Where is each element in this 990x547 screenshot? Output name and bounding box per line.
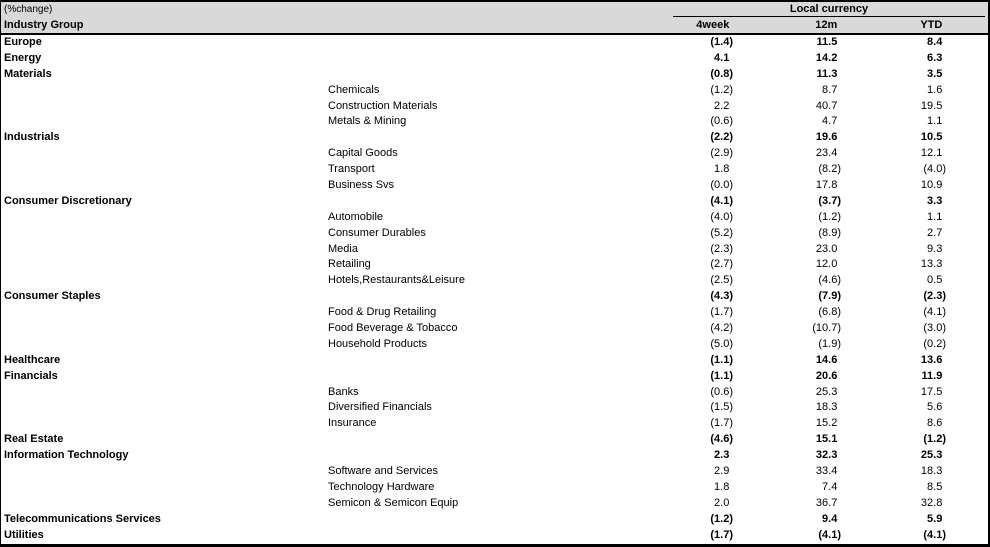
value-cell: 14.6 <box>815 353 838 366</box>
value-cell: 40.7 <box>815 99 838 112</box>
value-cell: 1.1 <box>927 115 943 128</box>
table-row <box>1 385 988 401</box>
table-body <box>1 35 988 544</box>
industry-subgroup-label: Food & Drug Retailing <box>328 306 437 319</box>
value-cell: 13.3 <box>920 258 943 271</box>
table-row <box>1 273 988 289</box>
value-cell: (1.7) <box>710 417 733 430</box>
value-cell: (4.1) <box>818 528 841 541</box>
value-cell: 15.1 <box>815 433 838 446</box>
value-cell: (4.1) <box>710 194 733 207</box>
value-cell: (1.5) <box>710 401 733 414</box>
value-cell: 8.4 <box>927 36 943 48</box>
value-cell: 23.0 <box>815 242 838 255</box>
industry-subgroup-label: Media <box>328 242 358 255</box>
value-cell: 10.5 <box>920 131 943 144</box>
table-header <box>1 2 988 35</box>
value-cell: (1.7) <box>710 306 733 319</box>
value-cell: (2.7) <box>710 258 733 271</box>
table-row <box>1 130 988 146</box>
value-cell: 7.4 <box>822 480 838 493</box>
value-cell: 6.3 <box>927 51 943 64</box>
table-row <box>1 369 988 385</box>
value-cell: 2.9 <box>714 465 730 478</box>
value-cell: 2.7 <box>927 226 943 239</box>
value-cell: 11.9 <box>921 369 943 382</box>
industry-subgroup-label: Banks <box>328 385 359 398</box>
value-cell: (8.2) <box>818 163 841 176</box>
value-cell: (1.2) <box>710 512 733 525</box>
value-cell: (1.2) <box>818 210 841 223</box>
table-row <box>1 448 988 464</box>
industry-subgroup-label: Transport <box>328 163 375 176</box>
value-cell: (2.3) <box>923 290 946 303</box>
value-cell: 15.2 <box>815 417 838 430</box>
industry-subgroup-label: Food Beverage & Tobacco <box>328 322 458 335</box>
value-cell: 18.3 <box>815 401 838 414</box>
value-cell: 33.4 <box>815 465 838 478</box>
table-row <box>1 512 988 528</box>
value-cell: 3.3 <box>927 194 943 207</box>
value-cell: (0.0) <box>710 179 733 192</box>
industry-group-label: Materials <box>4 67 52 80</box>
industry-subgroup-label: Consumer Durables <box>328 226 426 239</box>
percent-change-label: (%change) <box>4 4 53 15</box>
value-cell: 17.5 <box>920 385 943 398</box>
table-row <box>1 480 988 496</box>
table-row <box>1 496 988 512</box>
value-cell: 1.8 <box>714 163 730 176</box>
value-cell: (2.5) <box>710 274 733 287</box>
value-cell: 25.3 <box>920 449 943 462</box>
value-cell: (4.1) <box>923 528 946 541</box>
value-cell: 32.3 <box>815 449 838 462</box>
value-cell: (2.3) <box>710 242 733 255</box>
industry-group-label: Consumer Staples <box>4 290 101 303</box>
value-cell: (0.6) <box>710 385 733 398</box>
value-cell: 36.7 <box>815 496 838 509</box>
local-currency-header: Local currency <box>673 2 985 17</box>
value-cell: (4.6) <box>818 274 841 287</box>
value-cell: (0.8) <box>710 67 733 80</box>
value-cell: 14.2 <box>815 51 838 64</box>
value-cell: 23.4 <box>815 147 838 160</box>
industry-subgroup-label: Hotels,Restaurants&Leisure <box>328 274 465 287</box>
table-row <box>1 35 988 51</box>
value-cell: 19.5 <box>920 99 943 112</box>
table-row <box>1 321 988 337</box>
table-row <box>1 114 988 130</box>
value-cell: (4.3) <box>710 290 733 303</box>
value-cell: (3.7) <box>818 194 841 207</box>
value-cell: 4.1 <box>714 51 730 64</box>
industry-subgroup-label: Metals & Mining <box>328 115 407 128</box>
industry-group-label: Utilities <box>4 528 44 541</box>
value-cell: 10.9 <box>920 179 943 192</box>
table-row <box>1 99 988 115</box>
industry-subgroup-label: Business Svs <box>328 179 395 192</box>
industry-group-label: Information Technology <box>4 449 129 462</box>
industry-group-label: Healthcare <box>4 353 61 366</box>
table-row <box>1 226 988 242</box>
table-row <box>1 289 988 305</box>
value-cell: (1.1) <box>710 353 733 366</box>
table-row <box>1 162 988 178</box>
value-cell: (0.2) <box>923 337 946 350</box>
value-cell: (5.0) <box>710 337 733 350</box>
value-cell: 18.3 <box>920 465 943 478</box>
value-cell: (2.9) <box>710 147 733 160</box>
value-cell: (1.2) <box>923 433 946 446</box>
value-cell: (4.1) <box>923 306 946 319</box>
table-row <box>1 194 988 210</box>
table-row <box>1 178 988 194</box>
industry-subgroup-label: Semicon & Semicon Equip <box>328 496 459 509</box>
industry-group-label: Financials <box>4 369 58 382</box>
table-row <box>1 146 988 162</box>
value-cell: 9.4 <box>822 512 838 525</box>
table-row <box>1 242 988 258</box>
value-cell: 4.7 <box>822 115 838 128</box>
industry-subgroup-label: Insurance <box>328 417 377 430</box>
value-cell: 20.6 <box>815 369 838 382</box>
value-cell: 32.8 <box>920 496 943 509</box>
value-cell: (4.2) <box>710 322 733 335</box>
column-header-4week: 4week <box>696 19 730 31</box>
industry-group-label: Industrials <box>4 131 60 144</box>
value-cell: 1.8 <box>714 480 730 493</box>
value-cell: (4.0) <box>923 163 946 176</box>
value-cell: 8.7 <box>822 83 838 96</box>
industry-subgroup-label: Software and Services <box>328 465 439 478</box>
value-cell: 1.1 <box>927 210 943 223</box>
value-cell: (10.7) <box>812 322 841 335</box>
value-cell: (0.6) <box>710 115 733 128</box>
table-row <box>1 353 988 369</box>
value-cell: (4.0) <box>710 210 733 223</box>
table-row <box>1 528 988 544</box>
table-row <box>1 400 988 416</box>
industry-group-label: Consumer Discretionary <box>4 194 132 207</box>
value-cell: 12.1 <box>920 147 943 160</box>
value-cell: 5.6 <box>927 401 943 414</box>
value-cell: (2.2) <box>710 131 733 144</box>
value-cell: (3.0) <box>923 322 946 335</box>
industry-group-header: Industry Group <box>4 19 84 31</box>
value-cell: 5.9 <box>927 512 943 525</box>
industry-subgroup-label: Technology Hardware <box>328 480 435 493</box>
value-cell: (1.7) <box>710 528 733 541</box>
value-cell: 1.6 <box>927 83 943 96</box>
column-header-ytd: YTD <box>920 19 943 31</box>
value-cell: 2.3 <box>714 449 730 462</box>
industry-subgroup-label: Automobile <box>328 210 384 223</box>
value-cell: 0.5 <box>927 274 943 287</box>
header-spacer <box>1 17 613 33</box>
industry-subgroup-label: Household Products <box>328 337 428 350</box>
table-row <box>1 210 988 226</box>
column-header-12m: 12m <box>815 19 838 31</box>
value-cell: 11.3 <box>816 67 838 80</box>
value-cell: 8.6 <box>927 417 943 430</box>
industry-group-label: Real Estate <box>4 433 64 446</box>
value-cell: (8.9) <box>818 226 841 239</box>
value-cell: 3.5 <box>927 67 943 80</box>
table-row <box>1 67 988 83</box>
table-row <box>1 83 988 99</box>
table-row <box>1 464 988 480</box>
table-row <box>1 416 988 432</box>
value-cell: 9.3 <box>927 242 943 255</box>
industry-subgroup-label: Diversified Financials <box>328 401 432 414</box>
period-column-headers <box>1 17 988 33</box>
industry-subgroup-label: Chemicals <box>328 83 380 96</box>
value-cell: (1.1) <box>710 369 733 382</box>
value-cell: (6.8) <box>818 306 841 319</box>
table-row <box>1 305 988 321</box>
industry-subgroup-label: Construction Materials <box>328 99 438 112</box>
industry-group-label: Energy <box>4 51 42 64</box>
value-cell: (1.9) <box>818 337 841 350</box>
value-cell: 11.5 <box>816 36 838 48</box>
value-cell: 8.5 <box>927 480 943 493</box>
value-cell: (5.2) <box>710 226 733 239</box>
value-cell: 12.0 <box>815 258 838 271</box>
industry-group-label: Telecommunications Services <box>4 512 161 525</box>
industry-subgroup-label: Retailing <box>328 258 371 271</box>
value-cell: (1.4) <box>710 36 733 48</box>
industry-subgroup-label: Capital Goods <box>328 147 398 160</box>
table-row <box>1 337 988 353</box>
value-cell: 17.8 <box>815 179 838 192</box>
industry-group-label: Europe <box>4 36 42 48</box>
table-row <box>1 432 988 448</box>
table-row <box>1 257 988 273</box>
value-cell: 25.3 <box>815 385 838 398</box>
value-cell: (4.6) <box>710 433 733 446</box>
value-cell: 2.2 <box>714 99 730 112</box>
value-cell: 2.0 <box>714 496 730 509</box>
value-cell: 19.6 <box>815 131 838 144</box>
value-cell: (1.2) <box>710 83 733 96</box>
value-cell: (7.9) <box>818 290 841 303</box>
value-cell: 13.6 <box>920 353 943 366</box>
table-row <box>1 51 988 67</box>
